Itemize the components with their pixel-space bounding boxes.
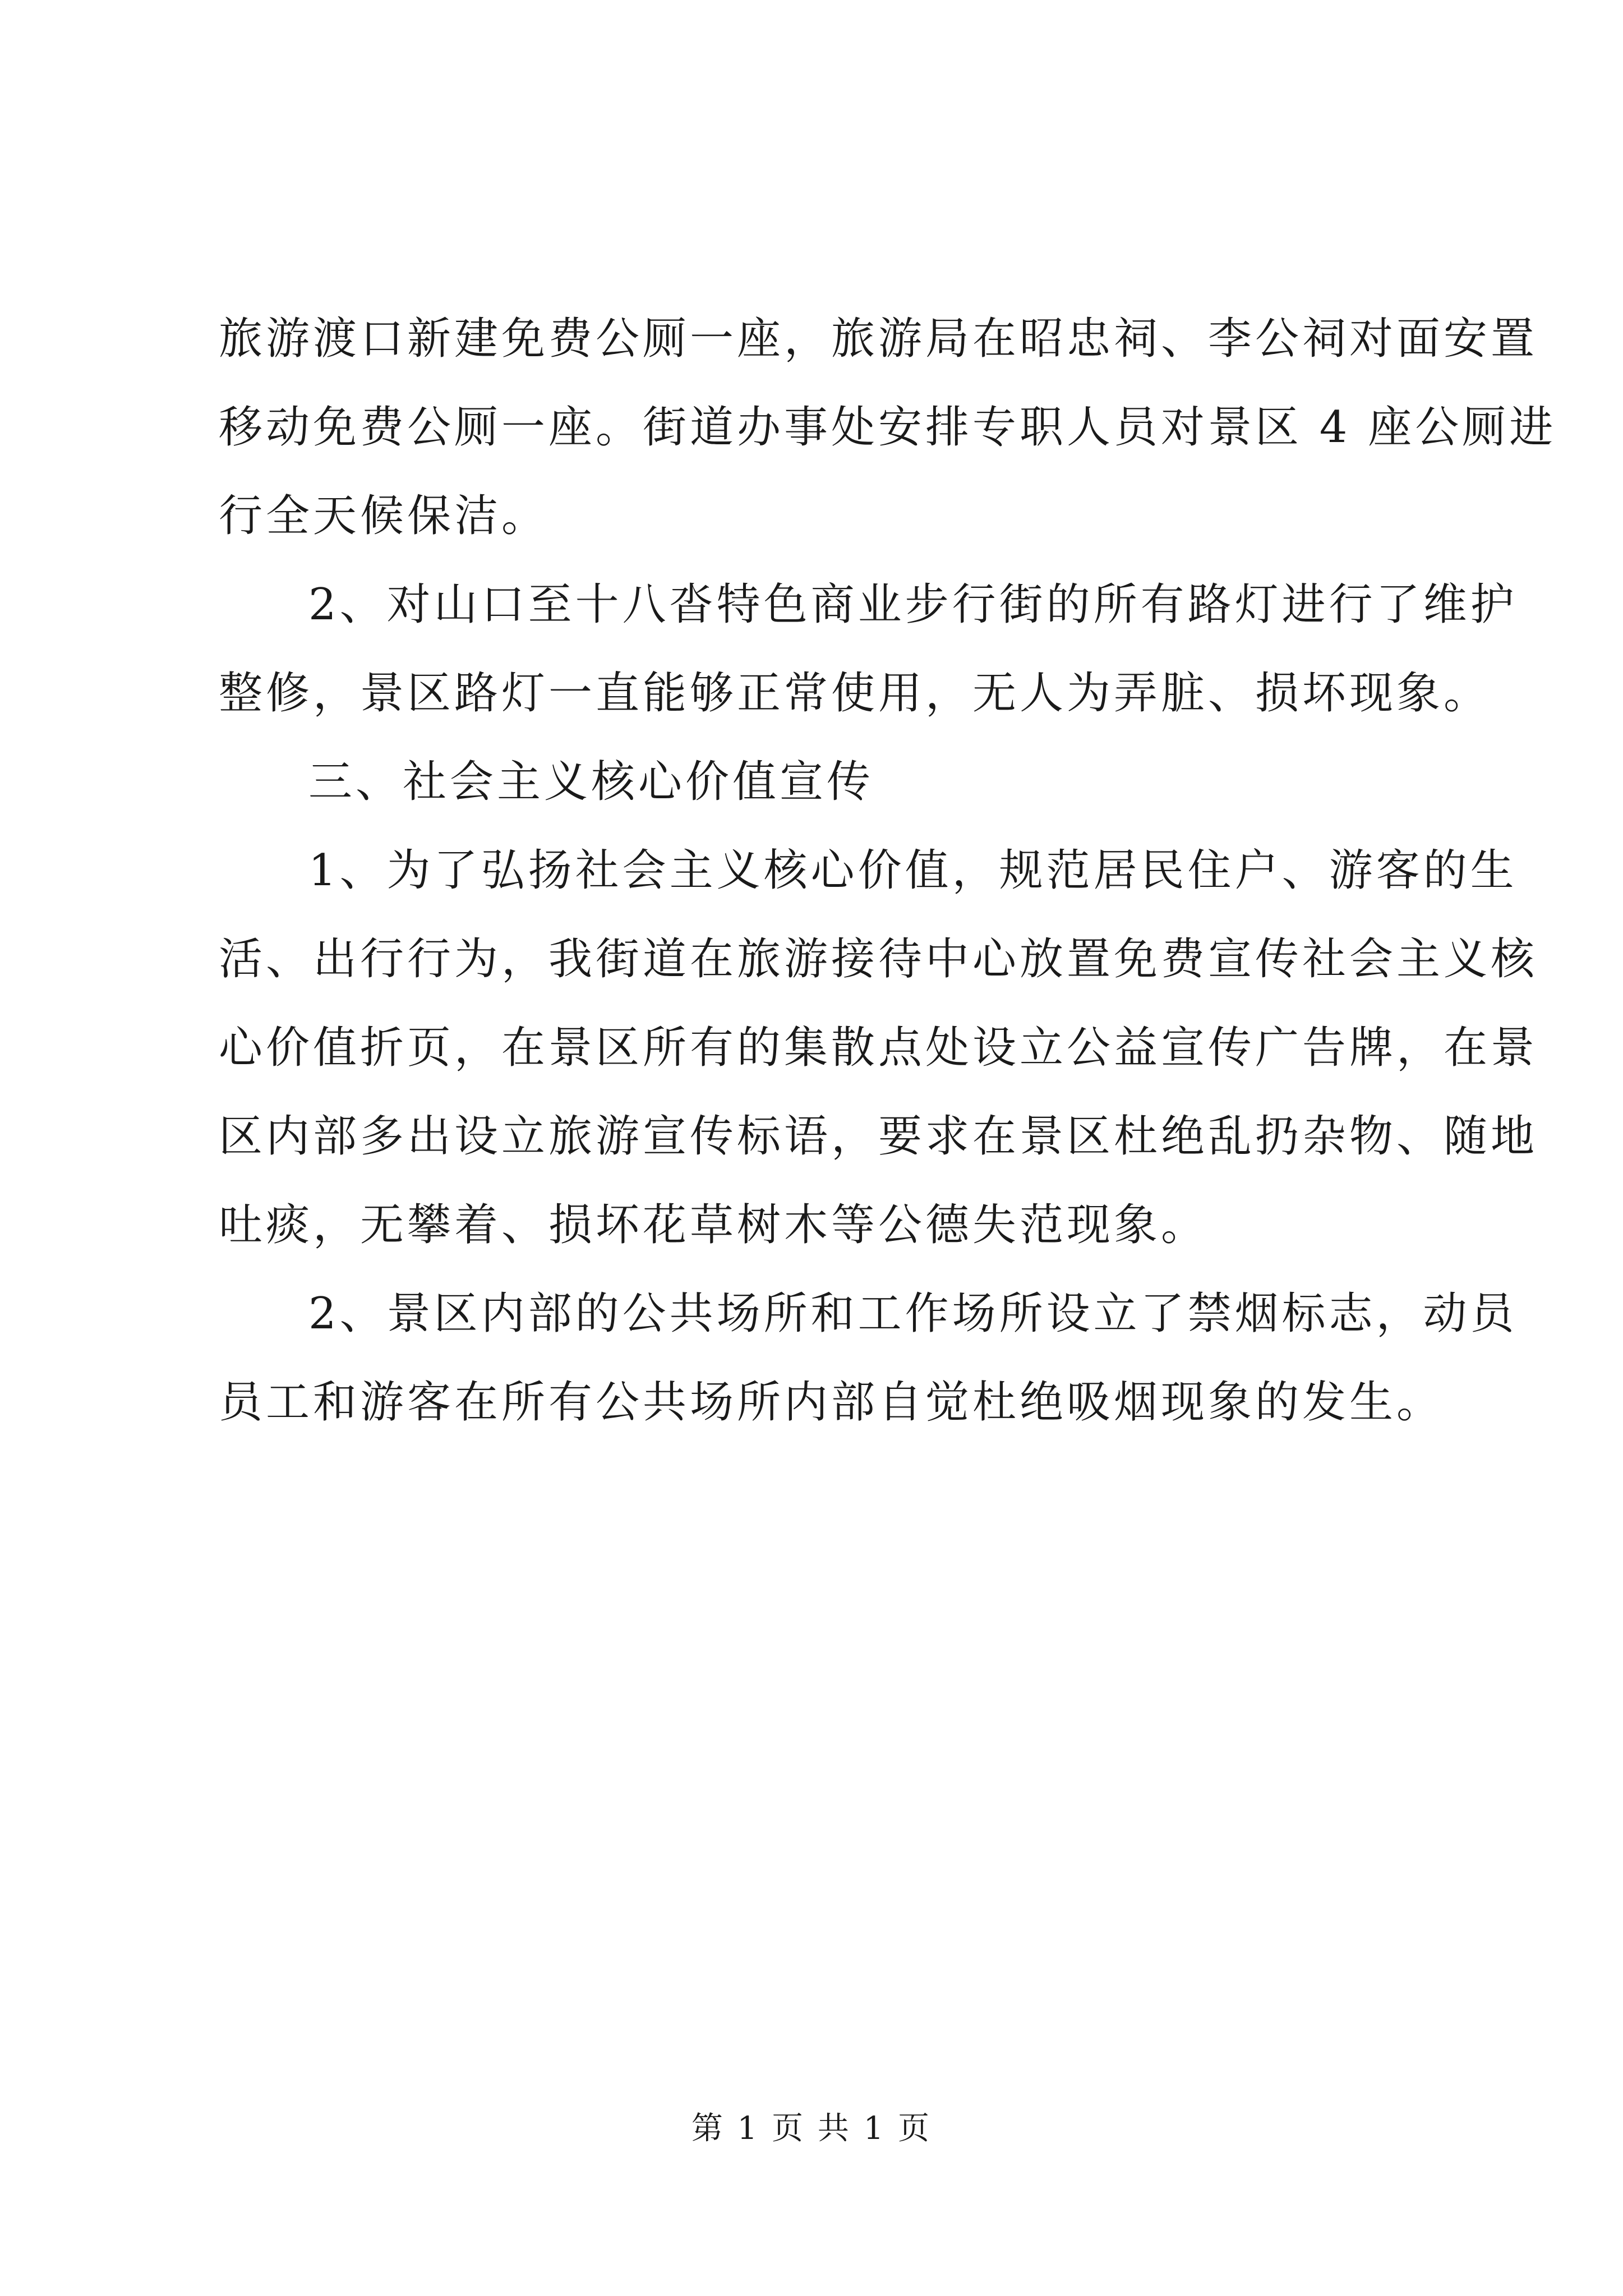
body-line: 活、出行行为，我街道在旅游接待中心放置免费宣传社会主义核 <box>219 934 1538 984</box>
body-line: 区内部多出设立旅游宣传标语，要求在景区杜绝乱扔杂物、随地 <box>219 1111 1538 1162</box>
body-line: 移动免费公厕一座。街道办事处安排专职人员对景区 4 座公厕进 <box>219 402 1557 453</box>
body-line: 吐痰，无攀着、损坏花草树木等公德失范现象。 <box>219 1200 1209 1250</box>
section-heading: 三、社会主义核心价值宣传 <box>308 757 874 807</box>
paragraph-first-line: 1、为了弘扬社会主义核心价值，规范居民住户、游客的生 <box>308 845 1518 896</box>
page-number-footer: 第 1 页 共 1 页 <box>691 2110 932 2147</box>
body-line: 整修，景区路灯一直能够正常使用，无人为弄脏、损坏现象。 <box>219 668 1491 719</box>
document-body <box>219 295 1557 1447</box>
paragraph-first-line: 2、对山口至十八沓特色商业步行街的所有路灯进行了维护 <box>308 579 1518 630</box>
body-line: 旅游渡口新建免费公厕一座，旅游局在昭忠祠、李公祠对面安置 <box>219 314 1538 364</box>
body-line: 行全天候保洁。 <box>219 491 549 541</box>
paragraph-first-line: 2、景区内部的公共场所和工作场所设立了禁烟标志，动员 <box>308 1289 1518 1339</box>
body-line: 心价值折页，在景区所有的集散点处设立公益宣传广告牌，在景 <box>219 1023 1538 1073</box>
body-line: 员工和游客在所有公共场所内部自觉杜绝吸烟现象的发生。 <box>219 1377 1444 1428</box>
